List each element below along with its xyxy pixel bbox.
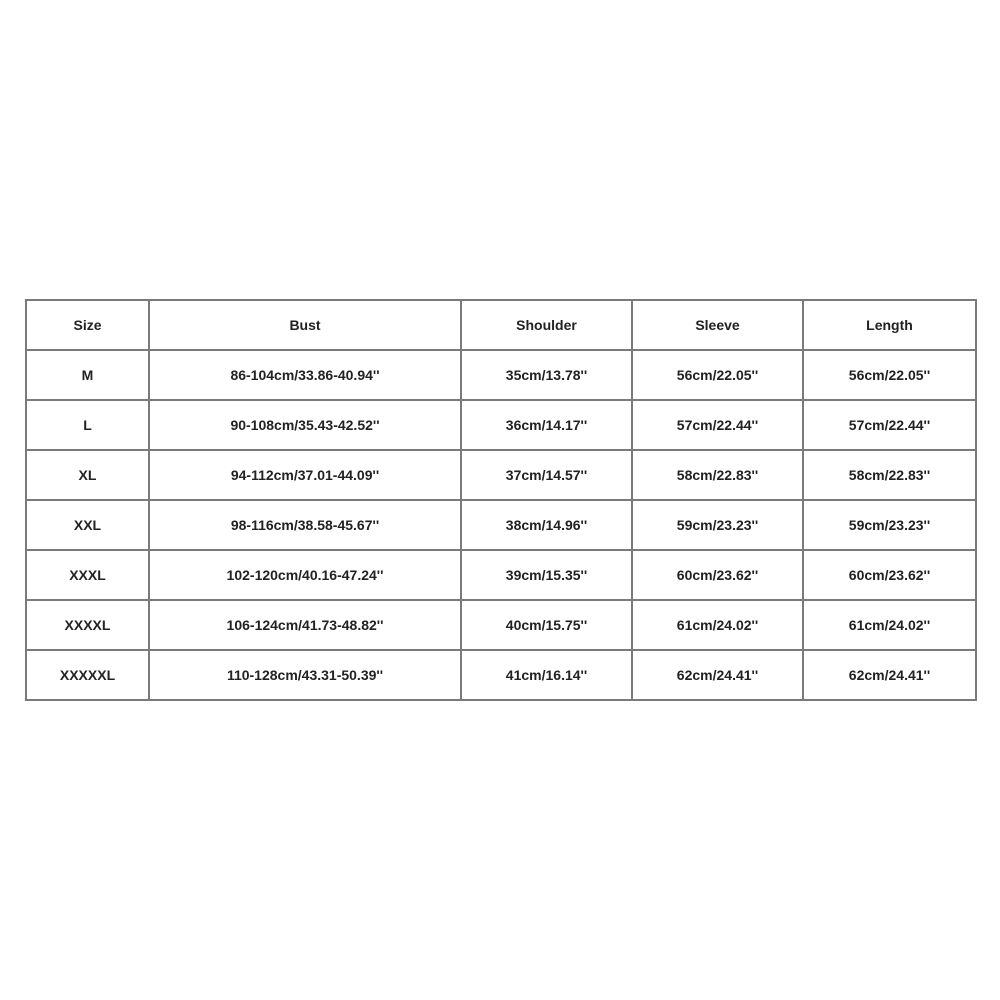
header-length: Length — [803, 300, 976, 350]
cell-size: XXXXL — [26, 600, 149, 650]
cell-shoulder: 41cm/16.14'' — [461, 650, 632, 700]
size-chart-table — [25, 299, 977, 701]
cell-length: 56cm/22.05'' — [803, 350, 976, 400]
cell-size: M — [26, 350, 149, 400]
cell-length: 59cm/23.23'' — [803, 500, 976, 550]
table-row — [26, 650, 976, 700]
cell-size: XXL — [26, 500, 149, 550]
cell-shoulder: 38cm/14.96'' — [461, 500, 632, 550]
cell-shoulder: 36cm/14.17'' — [461, 400, 632, 450]
header-shoulder: Shoulder — [461, 300, 632, 350]
cell-bust: 98-116cm/38.58-45.67'' — [149, 500, 461, 550]
cell-bust: 90-108cm/35.43-42.52'' — [149, 400, 461, 450]
header-sleeve: Sleeve — [632, 300, 803, 350]
cell-bust: 102-120cm/40.16-47.24'' — [149, 550, 461, 600]
table-row — [26, 600, 976, 650]
cell-bust: 106-124cm/41.73-48.82'' — [149, 600, 461, 650]
cell-shoulder: 35cm/13.78'' — [461, 350, 632, 400]
cell-size: XL — [26, 450, 149, 500]
cell-sleeve: 59cm/23.23'' — [632, 500, 803, 550]
cell-shoulder: 39cm/15.35'' — [461, 550, 632, 600]
header-row — [26, 300, 976, 350]
cell-size: L — [26, 400, 149, 450]
header-bust: Bust — [149, 300, 461, 350]
cell-bust: 86-104cm/33.86-40.94'' — [149, 350, 461, 400]
cell-sleeve: 62cm/24.41'' — [632, 650, 803, 700]
cell-length: 58cm/22.83'' — [803, 450, 976, 500]
cell-sleeve: 61cm/24.02'' — [632, 600, 803, 650]
cell-size: XXXL — [26, 550, 149, 600]
cell-bust: 94-112cm/37.01-44.09'' — [149, 450, 461, 500]
cell-shoulder: 37cm/14.57'' — [461, 450, 632, 500]
cell-length: 61cm/24.02'' — [803, 600, 976, 650]
cell-length: 60cm/23.62'' — [803, 550, 976, 600]
table-row — [26, 550, 976, 600]
cell-sleeve: 60cm/23.62'' — [632, 550, 803, 600]
cell-shoulder: 40cm/15.75'' — [461, 600, 632, 650]
cell-size: XXXXXL — [26, 650, 149, 700]
table-row — [26, 500, 976, 550]
cell-sleeve: 56cm/22.05'' — [632, 350, 803, 400]
header-size: Size — [26, 300, 149, 350]
table-row — [26, 450, 976, 500]
cell-bust: 110-128cm/43.31-50.39'' — [149, 650, 461, 700]
cell-length: 62cm/24.41'' — [803, 650, 976, 700]
table-row — [26, 350, 976, 400]
cell-length: 57cm/22.44'' — [803, 400, 976, 450]
cell-sleeve: 57cm/22.44'' — [632, 400, 803, 450]
table-row — [26, 400, 976, 450]
cell-sleeve: 58cm/22.83'' — [632, 450, 803, 500]
